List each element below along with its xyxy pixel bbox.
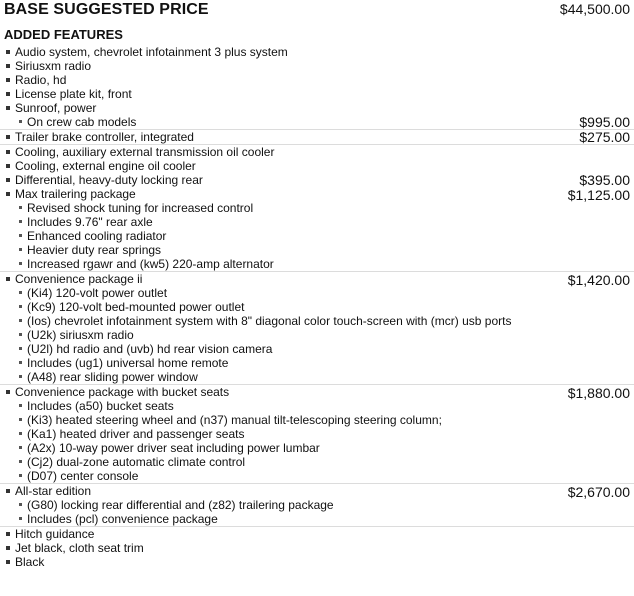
feature-group xyxy=(0,45,634,101)
feature-text: (Kc9) 120-volt bed-mounted power outlet xyxy=(27,300,245,314)
feature-text: (D07) center console xyxy=(27,469,139,483)
feature-text: Increased rgawr and (kw5) 220-amp alternator xyxy=(27,257,274,271)
feature-text: (G80) locking rear differential and (z82) trailering package xyxy=(27,498,334,512)
feature-item xyxy=(0,73,634,87)
feature-text: Differential, heavy-duty locking rear xyxy=(15,173,203,187)
bullet-icon xyxy=(19,446,22,449)
feature-group xyxy=(0,144,634,173)
feature-subitem xyxy=(0,441,634,455)
bullet-icon xyxy=(19,474,22,477)
bullet-icon xyxy=(6,192,10,196)
bullet-icon xyxy=(19,361,22,364)
feature-price: $1,880.00 xyxy=(567,385,630,401)
bullet-icon xyxy=(19,305,22,308)
bullet-icon xyxy=(19,291,22,294)
feature-group xyxy=(0,384,634,483)
bullet-icon xyxy=(6,106,10,110)
feature-price: $2,670.00 xyxy=(567,484,630,500)
feature-text: Black xyxy=(15,555,45,569)
feature-text: Radio, hd xyxy=(15,73,67,87)
feature-text: (U2k) siriusxm radio xyxy=(27,328,134,342)
bullet-icon xyxy=(19,375,22,378)
bullet-icon xyxy=(6,532,10,536)
feature-subitem xyxy=(0,399,634,413)
bullet-icon xyxy=(6,164,10,168)
bullet-icon xyxy=(19,206,22,209)
feature-subitem xyxy=(0,115,634,129)
feature-text: Cooling, auxiliary external transmission oil cooler xyxy=(15,145,275,159)
bullet-icon xyxy=(19,432,22,435)
feature-text: (Ki4) 120-volt power outlet xyxy=(27,286,168,300)
bullet-icon xyxy=(19,333,22,336)
feature-list xyxy=(0,45,634,569)
feature-subitem xyxy=(0,455,634,469)
bullet-icon xyxy=(6,560,10,564)
feature-subitem xyxy=(0,356,634,370)
bullet-icon xyxy=(6,135,10,139)
feature-text: Enhanced cooling radiator xyxy=(27,229,167,243)
feature-subitem xyxy=(0,512,634,526)
feature-subitem xyxy=(0,215,634,229)
feature-text: Cooling, external engine oil cooler xyxy=(15,159,196,173)
bullet-icon xyxy=(6,92,10,96)
feature-item xyxy=(0,101,634,115)
added-features-heading: ADDED FEATURES xyxy=(4,27,123,42)
feature-text: Siriusxm radio xyxy=(15,59,92,73)
price-header xyxy=(0,0,634,26)
feature-subitem xyxy=(0,286,634,300)
bullet-icon xyxy=(19,262,22,265)
feature-text: (Ka1) heated driver and passenger seats xyxy=(27,427,245,441)
feature-text: (Ios) chevrolet infotainment system with 8" diagonal color touch-screen with (mcr) usb ports xyxy=(27,314,512,328)
feature-item xyxy=(0,59,634,73)
feature-subitem xyxy=(0,314,634,328)
feature-text: Audio system, chevrolet infotainment 3 plus system xyxy=(15,45,288,59)
feature-item xyxy=(0,145,634,159)
feature-text: All-star edition xyxy=(15,484,92,498)
feature-text: License plate kit, front xyxy=(15,87,132,101)
feature-price: $995.00 xyxy=(579,114,630,130)
feature-text: Hitch guidance xyxy=(15,527,95,541)
feature-text: Includes (a50) bucket seats xyxy=(27,399,174,413)
feature-group xyxy=(0,271,634,384)
feature-group xyxy=(0,129,634,144)
feature-group xyxy=(0,187,634,271)
feature-text: Jet black, cloth seat trim xyxy=(15,541,144,555)
feature-subitem xyxy=(0,413,634,427)
bullet-icon xyxy=(6,178,10,182)
bullet-icon xyxy=(6,150,10,154)
feature-subitem xyxy=(0,257,634,271)
feature-text: Includes (pcl) convenience package xyxy=(27,512,218,526)
bullet-icon xyxy=(6,64,10,68)
bullet-icon xyxy=(19,120,22,123)
feature-group xyxy=(0,526,634,569)
feature-subitem xyxy=(0,243,634,257)
bullet-icon xyxy=(6,78,10,82)
feature-text: (U2l) hd radio and (uvb) hd rear vision camera xyxy=(27,342,273,356)
feature-item xyxy=(0,87,634,101)
feature-text: Revised shock tuning for increased control xyxy=(27,201,254,215)
bullet-icon xyxy=(6,489,10,493)
feature-item xyxy=(0,130,634,144)
feature-group xyxy=(0,173,634,187)
feature-item xyxy=(0,45,634,59)
bullet-icon xyxy=(19,319,22,322)
bullet-icon xyxy=(19,404,22,407)
base-price-title: BASE SUGGESTED PRICE xyxy=(4,1,209,18)
feature-text: (A2x) 10-way power driver seat including power lumbar xyxy=(27,441,320,455)
bullet-icon xyxy=(19,460,22,463)
feature-text: On crew cab models xyxy=(27,115,137,129)
feature-group xyxy=(0,101,634,129)
feature-subitem xyxy=(0,342,634,356)
feature-item xyxy=(0,555,634,569)
feature-price: $1,125.00 xyxy=(567,187,630,203)
feature-text: (A48) rear sliding power window xyxy=(27,370,198,384)
feature-subitem xyxy=(0,370,634,384)
feature-subitem xyxy=(0,229,634,243)
bullet-icon xyxy=(6,277,10,281)
feature-item xyxy=(0,385,634,399)
bullet-icon xyxy=(19,517,22,520)
feature-text: Heavier duty rear springs xyxy=(27,243,162,257)
feature-text: Sunroof, power xyxy=(15,101,97,115)
feature-text: Max trailering package xyxy=(15,187,136,201)
bullet-icon xyxy=(6,546,10,550)
base-price-value: $44,500.00 xyxy=(559,1,630,17)
feature-text: Convenience package with bucket seats xyxy=(15,385,230,399)
feature-subitem xyxy=(0,201,634,215)
bullet-icon xyxy=(6,390,10,394)
feature-subitem xyxy=(0,300,634,314)
bullet-icon xyxy=(19,234,22,237)
bullet-icon xyxy=(19,248,22,251)
feature-text: (Ki3) heated steering wheel and (n37) manual tilt-telescoping steering column; xyxy=(27,413,442,427)
feature-text: Includes 9.76" rear axle xyxy=(27,215,153,229)
bullet-icon xyxy=(19,347,22,350)
feature-item xyxy=(0,541,634,555)
feature-item xyxy=(0,187,634,201)
feature-text: Convenience package ii xyxy=(15,272,143,286)
bullet-icon xyxy=(19,220,22,223)
bullet-icon xyxy=(19,503,22,506)
feature-group xyxy=(0,483,634,526)
feature-subitem xyxy=(0,498,634,512)
feature-text: (Cj2) dual-zone automatic climate control xyxy=(27,455,246,469)
feature-price: $1,420.00 xyxy=(567,272,630,288)
feature-text: Trailer brake controller, integrated xyxy=(15,130,194,144)
feature-item xyxy=(0,527,634,541)
feature-subitem xyxy=(0,427,634,441)
bullet-icon xyxy=(19,418,22,421)
bullet-icon xyxy=(6,50,10,54)
feature-item xyxy=(0,173,634,187)
feature-item xyxy=(0,159,634,173)
feature-item xyxy=(0,484,634,498)
feature-price: $395.00 xyxy=(579,172,630,188)
feature-text: Includes (ug1) universal home remote xyxy=(27,356,229,370)
feature-price: $275.00 xyxy=(579,129,630,145)
feature-subitem xyxy=(0,469,634,483)
feature-subitem xyxy=(0,328,634,342)
feature-item xyxy=(0,272,634,286)
